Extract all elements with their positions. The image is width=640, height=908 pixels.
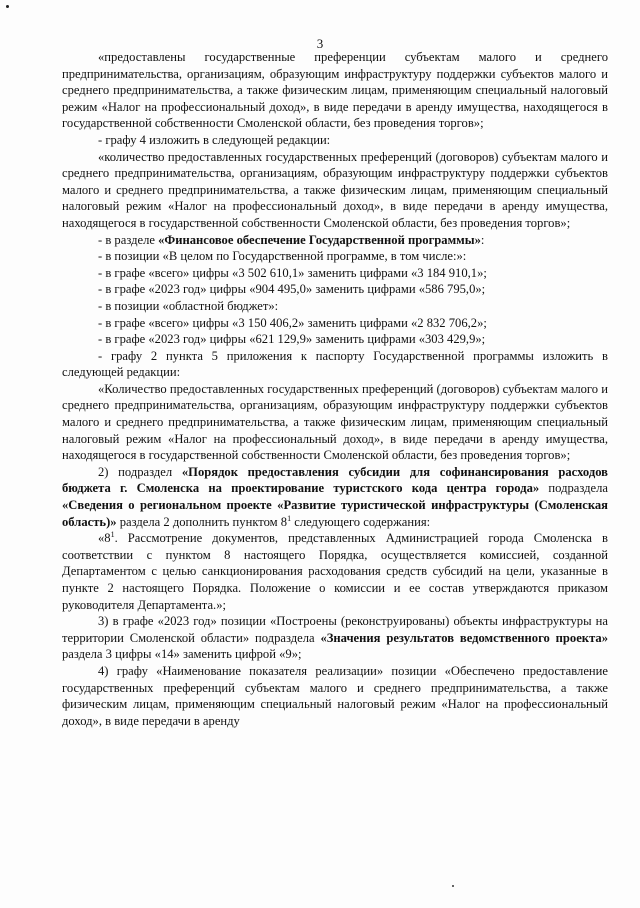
paragraph xyxy=(62,464,608,530)
text-run: подраздела xyxy=(539,481,608,496)
paragraph: - графу 4 изложить в следующей редакции: xyxy=(98,132,331,147)
scan-mark xyxy=(452,885,454,887)
text-run: - в разделе xyxy=(98,232,159,247)
paragraph: «Количество предоставленных государственных преференций (договоров) субъектам малого и среднего предпринимательства, организациям, образующим инфраструктуру поддержки субъектов малого и среднего предпринимательства, а также физическим лицам, применяющим специальный налоговый режим «Налог на профессиональный доход», в виде передачи в аренду имущества, находящегося в государственной собственности Смоленской области, без проведения торгов»; xyxy=(62,381,608,463)
paragraph: - в графе «всего» цифры «3 502 610,1» заменить цифрами «3 184 910,1»; xyxy=(98,265,487,280)
paragraph: «предоставлены государственные преференции субъектам малого и среднего предпринимательства, организациям, образующим инфраструктуру поддержки субъектов малого и среднего предпринимательства, а также физическим лицам, применяющим специальный налоговый режим «Налог на профессиональный доход», в виде передачи в аренду имущества, находящегося в государственной собственности Смоленской области, без проведения торгов»; xyxy=(62,50,608,131)
text-run: «8 xyxy=(98,531,111,546)
paragraph xyxy=(62,232,608,249)
superscript: 1 xyxy=(287,513,292,523)
paragraph: - графу 2 пункта 5 приложения к паспорту Государственной программы изложить в следующей редакции: xyxy=(62,348,608,380)
text-run: 2) подраздел xyxy=(98,464,182,479)
project-title: «Сведения о региональном проекте «Развитие туристической инфраструктуры (Смоленская область)» xyxy=(62,498,608,529)
paragraph: - в графе «2023 год» цифры «621 129,9» заменить цифрами «303 429,9»; xyxy=(98,332,486,347)
section-title: «Финансовое обеспечение Государственной программы» xyxy=(158,232,481,247)
paragraph: - в позиции «областной бюджет»: xyxy=(98,298,279,313)
paragraph: 4) графу «Наименование показателя реализации» позиции «Обеспечено предоставление государственных преференций субъектам малого и среднего предпринимательства, а также физическим лицам, применяющим специальный налоговый режим «Налог на профессиональный доход», в виде передачи в аренду xyxy=(62,663,608,728)
text-run: следующего содержания: xyxy=(291,514,431,529)
scan-mark xyxy=(6,5,9,8)
paragraph xyxy=(62,530,608,613)
paragraph: «количество предоставленных государственных преференций (договоров) субъектам малого и среднего предпринимательства, организациям, образующим инфраструктуру поддержки субъектов малого и среднего предпринимательства, а также физическим лицам, применяющим специальный налоговый режим «Налог на профессиональный доход», в виде передачи в аренду имущества, находящегося в государственной собственности Смоленской области, без проведения торгов»; xyxy=(62,149,608,230)
paragraph: - в графе «2023 год» цифры «904 495,0» заменить цифрами «586 795,0»; xyxy=(98,282,486,297)
text-run: раздела 2 дополнить пунктом 8 xyxy=(116,514,288,529)
subsection-title: «Порядок предоставления субсидии для софинансирования расходов бюджета г. Смоленска на проектирование туристского кода центра города» xyxy=(62,464,608,496)
paragraph: - в графе «всего» цифры «3 150 406,2» заменить цифрами «2 832 706,2»; xyxy=(98,315,487,330)
paragraph xyxy=(62,613,608,663)
superscript: 1 xyxy=(110,530,115,540)
paragraph: - в позиции «В целом по Государственной программе, в том числе:»: xyxy=(98,249,467,264)
text-run: 3) в графе «2023 год» позиции «Построены (реконструированы) объекты инфраструктуры на территории Смоленской области» подраздела xyxy=(62,614,608,645)
page-number: 3 xyxy=(316,36,324,51)
document-body xyxy=(62,49,608,729)
text-run: раздела 3 цифры «14» заменить цифрой «9»; xyxy=(62,647,302,662)
text-run: . Рассмотрение документов, представленных Администрацией города Смоленска в соответствии с пунктом 8 настоящего Порядка, осуществляется комиссией, созданной Департаментом с целью санкционирования расходования средств субсидий на цели, указанные в пункте 2 настоящего Порядка. Положение о комиссии и ее состав утверждаются приказом руководителя Департамента.»; xyxy=(62,531,608,612)
subsection-title: «Значения результатов ведомственного проекта» xyxy=(320,630,608,645)
text-run: : xyxy=(480,232,485,247)
